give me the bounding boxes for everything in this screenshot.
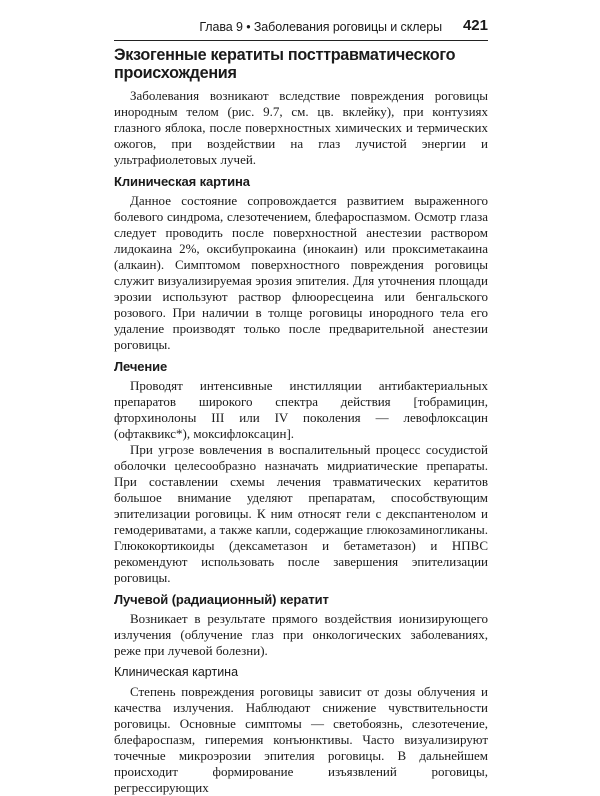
page-content — [114, 46, 488, 796]
radiation-heading: Лучевой (радиационный) кератит — [114, 592, 329, 607]
radiation-paragraph: Возникает в результате прямого воздействия ионизирующего излучения (облучение глаз при онкологических заболеваниях, реже при лучевой болезни). — [114, 611, 488, 658]
intro-paragraph: Заболевания возникают вследствие повреждения роговицы инородным телом (рис. 9.7, см. цв. вклейку), при контузиях глазного яблока, после поверхностных химических и термических ожогов, при воздействии на глаз лучистой энергии и ультрафиолетовых лучей. — [114, 88, 488, 167]
clinical-paragraph: Данное состояние сопровождается развитием выраженного болевого синдрома, слезотечением, блефароспазмом. Осмотр глаза следует проводить после поверхностной анестезии раствором лидокаина 2%, оксибупрокаина (инокаин) или проксиметакаина (алкаин). Симптомом поверхностного повреждения роговицы служит визуализируемая эрозия эпителия. Для уточнения площади эрозии используют раствор флюоресцеина или бенгальского розового. При наличии в толще роговицы инородного тела его удаление производят только после предварительной анестезии роговицы. — [114, 193, 488, 352]
clinical-heading: Клиническая картина — [114, 174, 250, 189]
page-number: 421 — [462, 17, 488, 34]
treatment-paragraph-1: Проводят интенсивные инстилляции антибактериальных препаратов широкого спектра действия [тобрамицин, фторхинолоны III или IV поколения — левофлоксацин (офтаквикс*), моксифлоксацин]. — [114, 378, 488, 441]
chapter-title: Глава 9 • Заболевания роговицы и склеры — [199, 20, 442, 34]
running-header — [114, 14, 488, 41]
treatment-heading: Лечение — [114, 359, 168, 374]
treatment-paragraph-2: При угрозе вовлечения в воспалительный процесс сосудистой оболочки целесообразно назначать мидриатические препараты. При составлении схемы лечения травматических кератитов большое внимание уделяют препаратам, способствующим эпителизации роговицы. К ним относят гели с декспантенолом и гемодериватами, а также капли, содержащие глюкозаминогликаны. Глюкокортикоиды (дексаметазон и бетаметазон) и НПВС рекомендуют использовать после завершения эпителизации роговицы. — [114, 442, 488, 585]
radiation-clinical-paragraph: Степень повреждения роговицы зависит от дозы облучения и качества излучения. Наблюдают снижение чувствительности роговицы. Основные симптомы — светобоязнь, слезотечение, блефароспазм, гиперемия конъюнктивы. Часто визуализируют точечные микроэрозии эпителия роговицы. В дальнейшем происходит формирование изъязвлений роговицы, регрессирующих — [114, 684, 488, 795]
section-title: Экзогенные кератиты посттравматического происхождения — [114, 46, 456, 82]
radiation-clinical-heading: Клиническая картина — [114, 665, 239, 679]
